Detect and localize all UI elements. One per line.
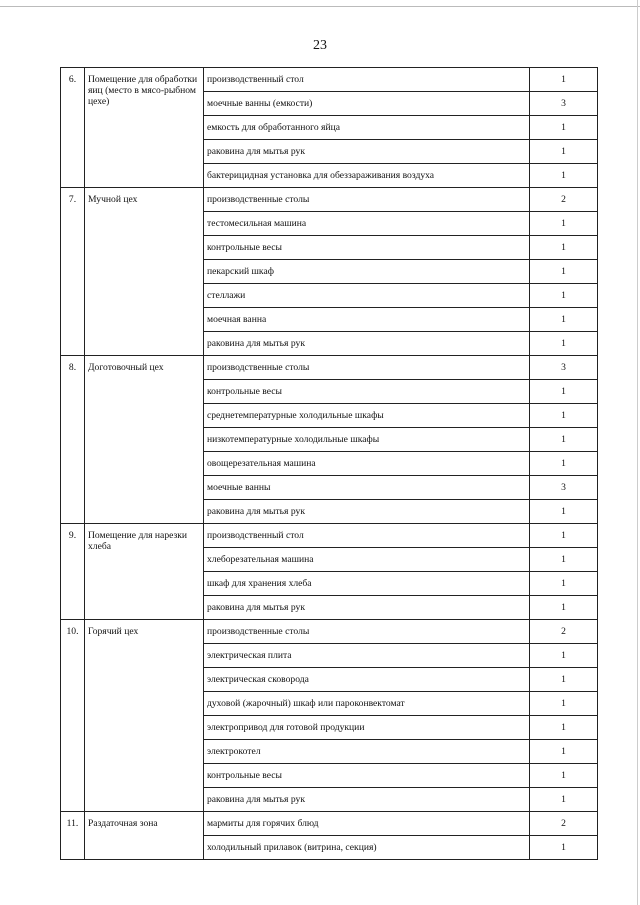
equipment-name: бактерицидная установка для обеззараживания воздуха: [204, 164, 530, 188]
equipment-name: контрольные весы: [204, 764, 530, 788]
equipment-name: контрольные весы: [204, 380, 530, 404]
equipment-quantity: 1: [530, 236, 598, 260]
room-name: Горячий цех: [85, 620, 204, 812]
section-number: 6.: [61, 68, 85, 188]
equipment-quantity: 1: [530, 116, 598, 140]
equipment-name: производственные столы: [204, 356, 530, 380]
equipment-quantity: 1: [530, 380, 598, 404]
equipment-quantity: 2: [530, 188, 598, 212]
equipment-quantity: 1: [530, 716, 598, 740]
equipment-quantity: 1: [530, 668, 598, 692]
equipment-name: низкотемпературные холодильные шкафы: [204, 428, 530, 452]
table-row: [61, 524, 598, 548]
equipment-name: производственные столы: [204, 188, 530, 212]
equipment-name: производственный стол: [204, 524, 530, 548]
equipment-name: моечные ванны (емкости): [204, 92, 530, 116]
equipment-name: контрольные весы: [204, 236, 530, 260]
equipment-name: раковина для мытья рук: [204, 788, 530, 812]
section-number: 11.: [61, 812, 85, 860]
room-name: Доготовочный цех: [85, 356, 204, 524]
room-name: Раздаточная зона: [85, 812, 204, 860]
equipment-name: хлеборезательная машина: [204, 548, 530, 572]
equipment-name: электропривод для готовой продукции: [204, 716, 530, 740]
section-number: 9.: [61, 524, 85, 620]
equipment-quantity: 1: [530, 764, 598, 788]
equipment-quantity: 1: [530, 500, 598, 524]
equipment-quantity: 1: [530, 452, 598, 476]
equipment-quantity: 1: [530, 428, 598, 452]
equipment-name: электрическая плита: [204, 644, 530, 668]
equipment-name: моечные ванны: [204, 476, 530, 500]
page-number: 23: [313, 38, 327, 53]
equipment-quantity: 2: [530, 812, 598, 836]
room-name: Мучной цех: [85, 188, 204, 356]
equipment-quantity: 1: [530, 332, 598, 356]
table-row: [61, 620, 598, 644]
equipment-name: раковина для мытья рук: [204, 140, 530, 164]
equipment-name: стеллажи: [204, 284, 530, 308]
equipment-quantity: 3: [530, 356, 598, 380]
equipment-name: среднетемпературные холодильные шкафы: [204, 404, 530, 428]
equipment-name: электрокотел: [204, 740, 530, 764]
equipment-table: [60, 67, 598, 860]
equipment-quantity: 1: [530, 740, 598, 764]
equipment-name: производственный стол: [204, 68, 530, 92]
equipment-quantity: 2: [530, 620, 598, 644]
scan-top-edge: [0, 6, 640, 7]
equipment-name: моечная ванна: [204, 308, 530, 332]
equipment-quantity: 1: [530, 836, 598, 860]
equipment-quantity: 1: [530, 524, 598, 548]
equipment-quantity: 1: [530, 404, 598, 428]
equipment-table-body: [61, 68, 598, 860]
table-row: [61, 812, 598, 836]
equipment-name: раковина для мытья рук: [204, 332, 530, 356]
equipment-name: раковина для мытья рук: [204, 596, 530, 620]
equipment-quantity: 1: [530, 308, 598, 332]
table-row: [61, 188, 598, 212]
equipment-name: пекарский шкаф: [204, 260, 530, 284]
equipment-quantity: 1: [530, 68, 598, 92]
equipment-name: тестомесильная машина: [204, 212, 530, 236]
equipment-name: емкость для обработанного яйца: [204, 116, 530, 140]
equipment-name: производственные столы: [204, 620, 530, 644]
equipment-name: электрическая сковорода: [204, 668, 530, 692]
section-number: 10.: [61, 620, 85, 812]
equipment-name: шкаф для хранения хлеба: [204, 572, 530, 596]
equipment-quantity: 1: [530, 788, 598, 812]
equipment-quantity: 3: [530, 476, 598, 500]
section-number: 7.: [61, 188, 85, 356]
equipment-quantity: 1: [530, 572, 598, 596]
equipment-quantity: 1: [530, 692, 598, 716]
equipment-quantity: 1: [530, 140, 598, 164]
equipment-name: мармиты для горячих блюд: [204, 812, 530, 836]
room-name: Помещение для обработки яиц (место в мясо-рыбном цехе): [85, 68, 204, 188]
equipment-quantity: 1: [530, 212, 598, 236]
room-name: Помещение для нарезки хлеба: [85, 524, 204, 620]
equipment-name: холодильный прилавок (витрина, секция): [204, 836, 530, 860]
equipment-quantity: 1: [530, 548, 598, 572]
equipment-quantity: 1: [530, 164, 598, 188]
table-row: [61, 68, 598, 92]
equipment-name: духовой (жарочный) шкаф или пароконвектомат: [204, 692, 530, 716]
equipment-quantity: 3: [530, 92, 598, 116]
equipment-name: раковина для мытья рук: [204, 500, 530, 524]
equipment-quantity: 1: [530, 284, 598, 308]
equipment-quantity: 1: [530, 260, 598, 284]
equipment-quantity: 1: [530, 644, 598, 668]
equipment-quantity: 1: [530, 596, 598, 620]
equipment-name: овощерезательная машина: [204, 452, 530, 476]
scan-right-edge: [637, 0, 638, 905]
table-row: [61, 356, 598, 380]
section-number: 8.: [61, 356, 85, 524]
